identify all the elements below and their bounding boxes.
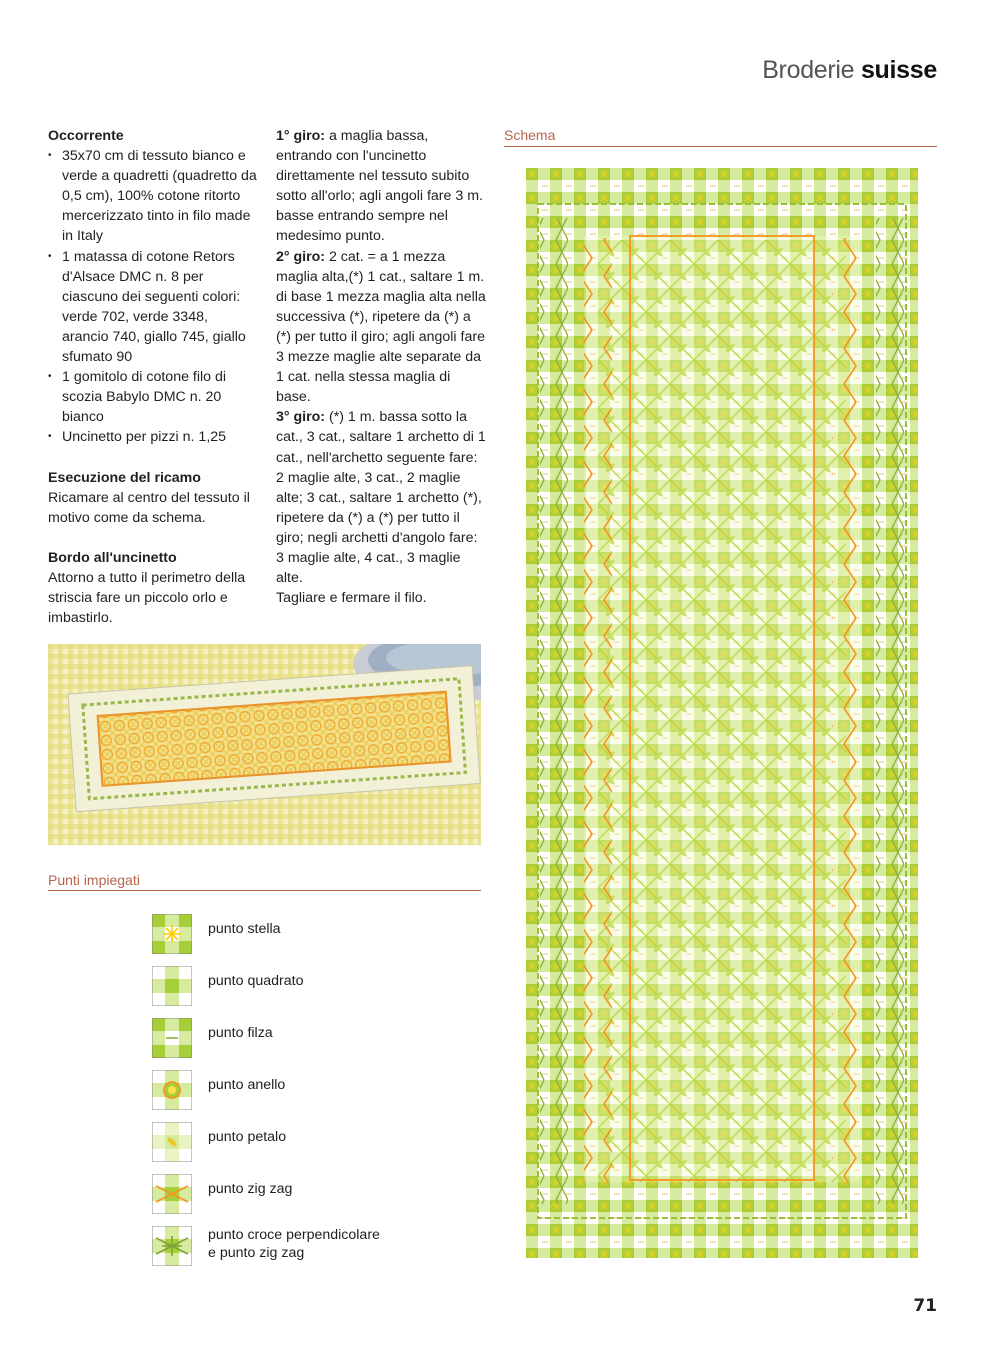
star-stitch-icon	[152, 914, 192, 954]
legend-label: punto filza	[208, 1025, 273, 1041]
esecuzione-heading: Esecuzione del ricamo	[48, 469, 201, 486]
legend-label: punto quadrato	[208, 973, 304, 989]
closing-text: Tagliare e fermare il filo.	[276, 590, 427, 607]
giro1-paragraph	[276, 126, 486, 247]
header-title-bold: suisse	[860, 56, 937, 84]
giro3-paragraph	[276, 407, 486, 588]
zigzag-stitch-icon	[152, 1174, 192, 1214]
occorrente-heading: Occorrente	[48, 128, 124, 144]
giro1-text: a maglia bassa, entrando con l'uncinetto direttamente nel tessuto subito sotto all'orlo; agli angoli fare 3 m. basse entrando sempre nel medesimo punto.	[276, 128, 483, 245]
giro2-label: 2° giro:	[276, 248, 326, 265]
esecuzione-text: Ricamare al centro del tessuto il motivo come da schema.	[48, 489, 250, 526]
schema-label: Schema	[504, 127, 556, 143]
material-item: • 35x70 cm di tessuto bianco e verde a quadretti (quadretto da 0,5 cm), 100% cotone ritorto mercerizzato tinto in filo made in Italy	[48, 146, 258, 246]
square-stitch-icon	[152, 966, 192, 1006]
punti-label: Punti impiegati	[48, 872, 140, 888]
embroidery-schema	[526, 168, 918, 1258]
page-number: 71	[913, 1296, 937, 1316]
cross-zigzag-stitch-icon	[152, 1226, 192, 1266]
bordo-text: Attorno a tutto il perimetro della striscia fare un piccolo orlo e imbastirlo.	[48, 569, 246, 627]
legend-label: punto zig zag	[208, 1181, 293, 1197]
legend-label: punto anello	[208, 1077, 286, 1093]
left-text-column	[48, 126, 258, 628]
material-item: • 1 gomitolo di cotone filo di scozia Babylo DMC n. 20 bianco	[48, 367, 258, 427]
running-stitch-icon	[152, 1018, 192, 1058]
giro1-label: 1° giro:	[276, 128, 326, 144]
material-item: • 1 matassa di cotone Retors d'Alsace DMC n. 8 per ciascuno dei seguenti colori: verde 702, verde 3348, arancio 740, giallo 745, giallo sfumato 90	[48, 247, 258, 368]
ring-stitch-icon	[152, 1070, 192, 1110]
punti-rule	[48, 890, 481, 891]
materials-list	[48, 146, 258, 447]
petal-stitch-icon	[152, 1122, 192, 1162]
bordo-heading: Bordo all'uncinetto	[48, 549, 177, 566]
legend-label: punto petalo	[208, 1129, 287, 1145]
material-item: • Uncinetto per pizzi n. 1,25	[48, 427, 258, 447]
giro2-paragraph	[276, 247, 486, 408]
legend-label: punto stella	[208, 921, 281, 937]
product-photo	[48, 644, 481, 845]
giro2-text: 2 cat. = a 1 mezza maglia alta,(*) 1 cat., saltare 1 m. di base 1 mezza maglia alta nella successiva (*), ripetere da (*) a (*) per tutto il giro; agli angoli fare 3 mezze maglie alte separate da 1 cat. nella stessa maglia di base.	[276, 248, 486, 406]
page-header	[762, 56, 937, 85]
legend-label: punto croce perpendicolare e punto zig zag	[208, 1227, 380, 1261]
right-text-column	[276, 126, 486, 608]
giro3-text: (*) 1 m. bassa sotto la cat., 3 cat., saltare 1 archetto di 1 cat., nell'archetto seguente fare: 2 maglie alte, 3 cat., 2 maglie alte; 3 cat., saltare 1 archetto (*), ripetere da (*) a (*) per tutto il giro; negli archetti d'angolo fare: 3 maglie alte, 4 cat., 3 maglie alte.	[276, 409, 486, 587]
schema-rule	[504, 146, 937, 147]
giro3-label: 3° giro:	[276, 409, 326, 426]
header-title-light: Broderie	[762, 56, 855, 84]
